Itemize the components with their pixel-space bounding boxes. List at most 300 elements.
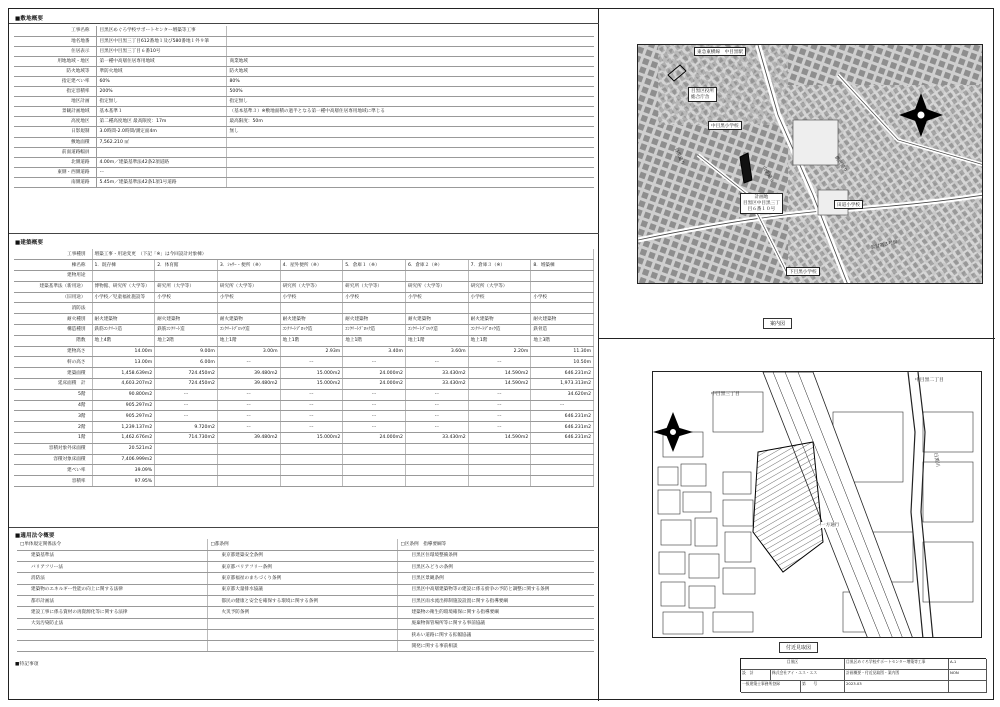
- cell: [405, 271, 468, 282]
- cell: ー: [217, 411, 280, 422]
- cell: 耐火建築物: [217, 314, 280, 325]
- cell: 3．ｼｬﾜｰ・便所（※）: [217, 260, 280, 271]
- cell: 研究所（大学等）: [405, 281, 468, 292]
- row-value: 第一種中高層住居専用地域: [96, 56, 226, 66]
- cell: [155, 465, 218, 476]
- row-value: [226, 177, 594, 187]
- row-value: 4.00m／建築基準法42条2項道路: [96, 157, 226, 167]
- cell: 24.000m2: [343, 368, 406, 379]
- table-row: [14, 335, 594, 346]
- guide-map-drawing: [638, 45, 983, 284]
- cell: ｺﾝｸﾘｰﾄﾌﾞﾛｯｸ造: [343, 325, 406, 336]
- cell: 地上1階: [280, 335, 343, 346]
- cell: [343, 443, 406, 454]
- table-row: [17, 562, 594, 573]
- cell: 地上1階: [343, 335, 406, 346]
- cell: 研究所（大学等）: [280, 281, 343, 292]
- cell: [217, 443, 280, 454]
- cell: 724.450m2: [155, 368, 218, 379]
- cell: 地上1階: [468, 335, 531, 346]
- table-row: [14, 127, 594, 137]
- table-row: [14, 177, 594, 187]
- cell: [217, 303, 280, 314]
- cell: 2.93m: [280, 346, 343, 357]
- area-label: 中目黒三丁目: [711, 392, 740, 397]
- cell: [280, 476, 343, 487]
- cell: [280, 271, 343, 282]
- cell: [343, 476, 406, 487]
- row-label: 地名地番: [14, 36, 96, 46]
- row-value: 目黒区めぐろ学校サポートセンター増築等工事: [96, 26, 226, 36]
- cell: ー: [217, 422, 280, 433]
- table-row: [14, 379, 594, 390]
- row-value: 基本基準１: [96, 107, 226, 117]
- cell: 2．体育館: [155, 260, 218, 271]
- cell: 鉄筋ｺﾝｸﾘｰﾄ造: [92, 325, 155, 336]
- cell: 1,973.313m2: [531, 379, 594, 390]
- row-value: [226, 36, 594, 46]
- cell: 小学校: [217, 292, 280, 303]
- cell: 33.430m2: [405, 433, 468, 444]
- cell: 1,458.639m2: [92, 368, 155, 379]
- law-item: 建築物の衛生的環境確保に関する指導要綱: [397, 607, 594, 618]
- cell: [468, 443, 531, 454]
- table-row: [14, 292, 594, 303]
- law-item: 建設工事に係る資材の再資源化等に関する法律: [17, 607, 207, 618]
- table-row: [14, 357, 594, 368]
- cell: 20.521m2: [92, 443, 155, 454]
- cell: [280, 443, 343, 454]
- cell: 小学校: [531, 292, 594, 303]
- cell: ｺﾝｸﾘｰﾄﾌﾞﾛｯｸ造: [405, 325, 468, 336]
- law-item: 都市計画法: [17, 595, 207, 606]
- table-row: [14, 36, 594, 46]
- table-row: [14, 157, 594, 167]
- cell: [468, 465, 531, 476]
- row-label: 容積対象床面積: [14, 454, 92, 465]
- table-row: [14, 137, 594, 147]
- row-label: 容積対象外床面積: [14, 443, 92, 454]
- law-item: バリアフリー法: [17, 562, 207, 573]
- cell: 9.00m: [155, 346, 218, 357]
- row-label: 容積率: [14, 476, 92, 487]
- project-name: 目黒区めぐろ学校サポートセンター増築等工事: [845, 659, 949, 670]
- row-label: 前面道路幅員: [14, 147, 96, 157]
- cell: 33.430m2: [405, 368, 468, 379]
- row-label: （旧用途）: [14, 292, 92, 303]
- row-label: 5階: [14, 389, 92, 400]
- work-type-value: 増築工事・用途変更 （下記「※」は今回設計対象棟）: [92, 249, 594, 260]
- footnote: ■特記事項: [15, 662, 39, 667]
- law-item: 消防法: [17, 573, 207, 584]
- cell: 15.000m2: [280, 433, 343, 444]
- cell: ー: [405, 422, 468, 433]
- law-item: [17, 641, 207, 652]
- law-item: 目黒区みどりの条例: [397, 562, 594, 573]
- site-overview-table: [14, 26, 594, 188]
- cell: [343, 465, 406, 476]
- row-label: 建築面積: [14, 368, 92, 379]
- vicinity-map-drawing: [653, 372, 982, 638]
- table-row: [14, 389, 594, 400]
- law-item: 目黒区雨水流出抑制施設設置に関する指導要綱: [397, 595, 594, 606]
- cell: 3.40m: [343, 346, 406, 357]
- site-section-heading: ■敷地概要: [15, 16, 44, 22]
- row-label: 地区計画: [14, 97, 96, 107]
- cell: 鉄骨造: [531, 325, 594, 336]
- table-row: [14, 249, 594, 260]
- title-block: [740, 658, 986, 692]
- table-row: [17, 607, 594, 618]
- cell: 4,603.207m2: [92, 379, 155, 390]
- row-value: ー: [96, 167, 226, 177]
- law-item: 建築物のエネルギー性能の向上に関する法律: [17, 584, 207, 595]
- cell: 6.00m: [155, 357, 218, 368]
- row-label: 景観計画地域: [14, 107, 96, 117]
- cell: ー: [217, 400, 280, 411]
- cell: 7,406.999m2: [92, 454, 155, 465]
- guide-map-panel: [599, 9, 995, 339]
- law-item: 開発に関する事前相談: [397, 641, 594, 652]
- cell: 5．倉庫１（※）: [343, 260, 406, 271]
- table-row: [14, 400, 594, 411]
- row-value: [96, 147, 226, 157]
- row-label: 日影規制: [14, 127, 96, 137]
- road-label: 放射第３号線: [870, 240, 899, 251]
- cell: [405, 454, 468, 465]
- row-label: 敷地面積: [14, 137, 96, 147]
- map-label-school: 田道小学校: [834, 200, 863, 209]
- cell: [280, 465, 343, 476]
- cell: 1,462.676m2: [92, 433, 155, 444]
- area-label: 一方通行: [821, 523, 840, 528]
- row-value: 準防火地域: [96, 66, 226, 76]
- cell: 4．屋外便所（※）: [280, 260, 343, 271]
- building-section-heading: ■建築概要: [15, 240, 44, 246]
- cell: [155, 476, 218, 487]
- table-row: [17, 618, 594, 629]
- cell: 2.20m: [468, 346, 531, 357]
- cell: 研究所（大学等）: [155, 281, 218, 292]
- cell: [468, 271, 531, 282]
- cell: ｺﾝｸﾘｰﾄﾌﾞﾛｯｸ造: [217, 325, 280, 336]
- cell: ー: [217, 357, 280, 368]
- table-row: [14, 271, 594, 282]
- cell: ー: [280, 357, 343, 368]
- registration: 一級建築士事務所登録: [741, 681, 801, 693]
- cell: ー: [280, 389, 343, 400]
- divider: [9, 233, 599, 234]
- row-label: 建ぺい率: [14, 465, 92, 476]
- cell: ー: [468, 411, 531, 422]
- cell: [531, 271, 594, 282]
- row-value: 目黒区中目黒三丁目612番地１及び580番地１外９筆: [96, 36, 226, 46]
- row-value: [226, 137, 594, 147]
- law-item: 東京都バリアフリー条例: [207, 562, 397, 573]
- law-item: [17, 629, 207, 640]
- law-item: 目黒区中高層建築物等の建設に係る紛争の予防と調整に関する条例: [397, 584, 594, 595]
- law-item: 東京都建築安全条例: [207, 550, 397, 561]
- cell: ー: [405, 400, 468, 411]
- table-row: [14, 107, 594, 117]
- cell: [405, 476, 468, 487]
- cell: ー: [343, 389, 406, 400]
- cell: [405, 443, 468, 454]
- cell: 646.231m2: [531, 368, 594, 379]
- cell: 博物館、研究所（大学等）: [92, 281, 155, 292]
- law-item: 火災予防条例: [207, 607, 397, 618]
- table-row: [14, 260, 594, 271]
- cell: ー: [155, 411, 218, 422]
- cell: 耐火建築物: [531, 314, 594, 325]
- row-label: 防火地域等: [14, 66, 96, 76]
- row-label: 住居表示: [14, 46, 96, 56]
- laws-table: [17, 539, 594, 652]
- cell: [217, 465, 280, 476]
- cell: 3.60m: [405, 346, 468, 357]
- cell: ー: [217, 389, 280, 400]
- table-row: [14, 56, 594, 66]
- cell: 小学校: [405, 292, 468, 303]
- cell: 39.480m2: [217, 433, 280, 444]
- cell: 905.297m2: [92, 400, 155, 411]
- table-row: [17, 584, 594, 595]
- map-label-school: 中目黒小学校: [708, 121, 742, 130]
- building-overview-table: [14, 249, 594, 487]
- cell: [405, 465, 468, 476]
- cell: 33.430m2: [405, 379, 468, 390]
- cell: 14.590m2: [468, 433, 531, 444]
- cell: 耐火建築物: [155, 314, 218, 325]
- row-label: 用地地域・地区: [14, 56, 96, 66]
- cell: 耐火建築物: [405, 314, 468, 325]
- cell: 小学校: [280, 292, 343, 303]
- cell: 646.231m2: [531, 422, 594, 433]
- cell: [531, 443, 594, 454]
- cell: [155, 303, 218, 314]
- row-value: 第二種高度地区 最高限度：17m: [96, 117, 226, 127]
- row-value: 7,562.210 ㎡: [96, 137, 226, 147]
- table-row: [14, 26, 594, 36]
- laws-col-head: □単体規定関係法令: [17, 539, 207, 550]
- map-label-station: 東急東横線 中目黒駅: [694, 47, 746, 56]
- table-row: [14, 87, 594, 97]
- row-value: 目黒区中目黒三丁目６番10号: [96, 46, 226, 56]
- cell: ー: [280, 422, 343, 433]
- table-row: [14, 66, 594, 76]
- cell: [155, 271, 218, 282]
- row-label: 3階: [14, 411, 92, 422]
- license: 第 号: [801, 681, 845, 693]
- cell: [280, 454, 343, 465]
- cell: [468, 303, 531, 314]
- cell: 11.30m: [531, 346, 594, 357]
- cell: [343, 271, 406, 282]
- cell: ー: [280, 411, 343, 422]
- table-row: [14, 422, 594, 433]
- vicinity-map-caption: 付近見取図: [779, 642, 818, 653]
- row-value: [226, 147, 594, 157]
- table-row: [14, 443, 594, 454]
- law-item: 東京都福祉のまちづくり条例: [207, 573, 397, 584]
- row-label: 北側道路: [14, 157, 96, 167]
- cell: 3.00m: [217, 346, 280, 357]
- row-label: 4階: [14, 400, 92, 411]
- cell: 1,239.137m2: [92, 422, 155, 433]
- table-row: [14, 411, 594, 422]
- cell: 15.000m2: [280, 368, 343, 379]
- row-label: 1階: [14, 433, 92, 444]
- cell: ー: [405, 389, 468, 400]
- row-value: 80%: [226, 76, 594, 86]
- law-item: 大気汚染防止法: [17, 618, 207, 629]
- row-value: 防火地域: [226, 66, 594, 76]
- cell: 34.620m2: [531, 389, 594, 400]
- cell: ー: [468, 357, 531, 368]
- row-label: 指定建ぺい率: [14, 76, 96, 86]
- guide-map-caption: 案内図: [763, 318, 792, 329]
- row-label: 建物用途: [14, 271, 92, 282]
- cell: 39.480m2: [217, 368, 280, 379]
- cell: ー: [343, 422, 406, 433]
- map-label-school: 下目黒小学校: [786, 267, 820, 276]
- table-row: [17, 539, 594, 550]
- cell: [280, 303, 343, 314]
- law-item: [207, 641, 397, 652]
- cell: ー: [343, 411, 406, 422]
- table-row: [17, 573, 594, 584]
- cell: ー: [343, 357, 406, 368]
- law-item: 都民の健康と安全を確保する環境に関する条例: [207, 595, 397, 606]
- row-label: 棟名称: [14, 260, 92, 271]
- table-row: [14, 433, 594, 444]
- laws-col-head: □区条例 指導要綱等: [397, 539, 594, 550]
- cell: 97.95%: [92, 476, 155, 487]
- row-value: 最高限度：50m: [226, 117, 594, 127]
- cell: 小学校: [468, 292, 531, 303]
- cell: 研究所（大学等）: [343, 281, 406, 292]
- law-item: 目黒区住環境整備条例: [397, 550, 594, 561]
- table-row: [14, 167, 594, 177]
- row-value: 3.0時間-2.0時間/測定面4m: [96, 127, 226, 137]
- cell: [217, 476, 280, 487]
- cell: 耐火建築物: [92, 314, 155, 325]
- cell: 14.00m: [92, 346, 155, 357]
- cell: 地上1階: [217, 335, 280, 346]
- row-value: [226, 157, 594, 167]
- map-label-ward-office: 目黒区役所 総合庁舎: [688, 87, 717, 102]
- scale: NON: [949, 670, 987, 681]
- drawing-sheet: [8, 8, 994, 700]
- cell: [468, 476, 531, 487]
- laws-section-heading: ■適用法令概要: [15, 533, 55, 539]
- cell: [343, 303, 406, 314]
- cell: 646.231m2: [531, 433, 594, 444]
- table-row: [14, 303, 594, 314]
- table-row: [14, 368, 594, 379]
- row-label: 延床面積 計: [14, 379, 92, 390]
- table-row: [14, 97, 594, 107]
- row-value: 500%: [226, 87, 594, 97]
- row-value: （基本基準３）※敷地面積の過半となる第一種中高層住居専用地域に準じる: [226, 107, 594, 117]
- cell: 地上2階: [155, 335, 218, 346]
- cell: 小学校: [155, 292, 218, 303]
- table-row: [14, 476, 594, 487]
- drawing-name: 計画概要・付近見取図・案内図: [845, 670, 949, 681]
- row-value: 200%: [96, 87, 226, 97]
- cell: ｺﾝｸﾘｰﾄﾌﾞﾛｯｸ造: [280, 325, 343, 336]
- table-row: [17, 629, 594, 640]
- cell: 646.231m2: [531, 411, 594, 422]
- row-value: 5.45m／建築基準法42条1項1号道路: [96, 177, 226, 187]
- row-label: 東側・西側道路: [14, 167, 96, 177]
- table-row: [14, 465, 594, 476]
- cell: 地上1階: [405, 335, 468, 346]
- table-row: [14, 76, 594, 86]
- road-label: 駒沢通り: [833, 155, 848, 174]
- table-row: [14, 281, 594, 292]
- row-value: [226, 46, 594, 56]
- law-item: 目黒区景観条例: [397, 573, 594, 584]
- row-label: 建物高さ: [14, 346, 92, 357]
- row-label: 消防法: [14, 303, 92, 314]
- row-value: [226, 167, 594, 177]
- cell: 8．増築棟: [531, 260, 594, 271]
- map-label-site: 計画地 目黒区中目黒三丁 目６番１０号: [740, 193, 783, 214]
- row-label: 南側道路: [14, 177, 96, 187]
- cell: [405, 303, 468, 314]
- drawn-label: 設 計: [741, 670, 771, 681]
- cell: [155, 454, 218, 465]
- row-label: 指定容積率: [14, 87, 96, 97]
- row-label: 耐火種別: [14, 314, 92, 325]
- cell: [343, 454, 406, 465]
- cell: 724.450m2: [155, 379, 218, 390]
- vicinity-map-panel: [599, 339, 995, 659]
- cell: ー: [155, 389, 218, 400]
- stamp: [949, 681, 987, 693]
- cell: 14.590m2: [468, 368, 531, 379]
- law-item: 狭あい道路に関する拡幅協議: [397, 629, 594, 640]
- company: 株式会社アイ・エス・エス: [771, 670, 845, 681]
- cell: ー: [343, 400, 406, 411]
- row-label: 構造種別: [14, 325, 92, 336]
- road-label: 目黒通り: [672, 147, 685, 167]
- cell: 研究所（大学等）: [468, 281, 531, 292]
- law-item: [207, 618, 397, 629]
- cell: 鉄筋ｺﾝｸﾘｰﾄ造: [155, 325, 218, 336]
- area-label: 日黒川: [932, 452, 940, 468]
- guide-map: [637, 44, 983, 284]
- cell: 24.000m2: [343, 433, 406, 444]
- vicinity-map: [652, 371, 982, 638]
- row-value: [226, 26, 594, 36]
- owner: 目黒区: [741, 659, 845, 670]
- cell: [531, 476, 594, 487]
- laws-col-head: □都条例: [207, 539, 397, 550]
- cell: ー: [405, 411, 468, 422]
- cell: 7．倉庫３（※）: [468, 260, 531, 271]
- law-item: [207, 629, 397, 640]
- cell: ー: [468, 422, 531, 433]
- cell: 714.730m2: [155, 433, 218, 444]
- work-type-label: 工事種別: [14, 249, 92, 260]
- cell: 6．倉庫２（※）: [405, 260, 468, 271]
- table-row: [14, 117, 594, 127]
- row-value: 指定無し: [226, 97, 594, 107]
- cell: 小学校: [343, 292, 406, 303]
- cell: [217, 454, 280, 465]
